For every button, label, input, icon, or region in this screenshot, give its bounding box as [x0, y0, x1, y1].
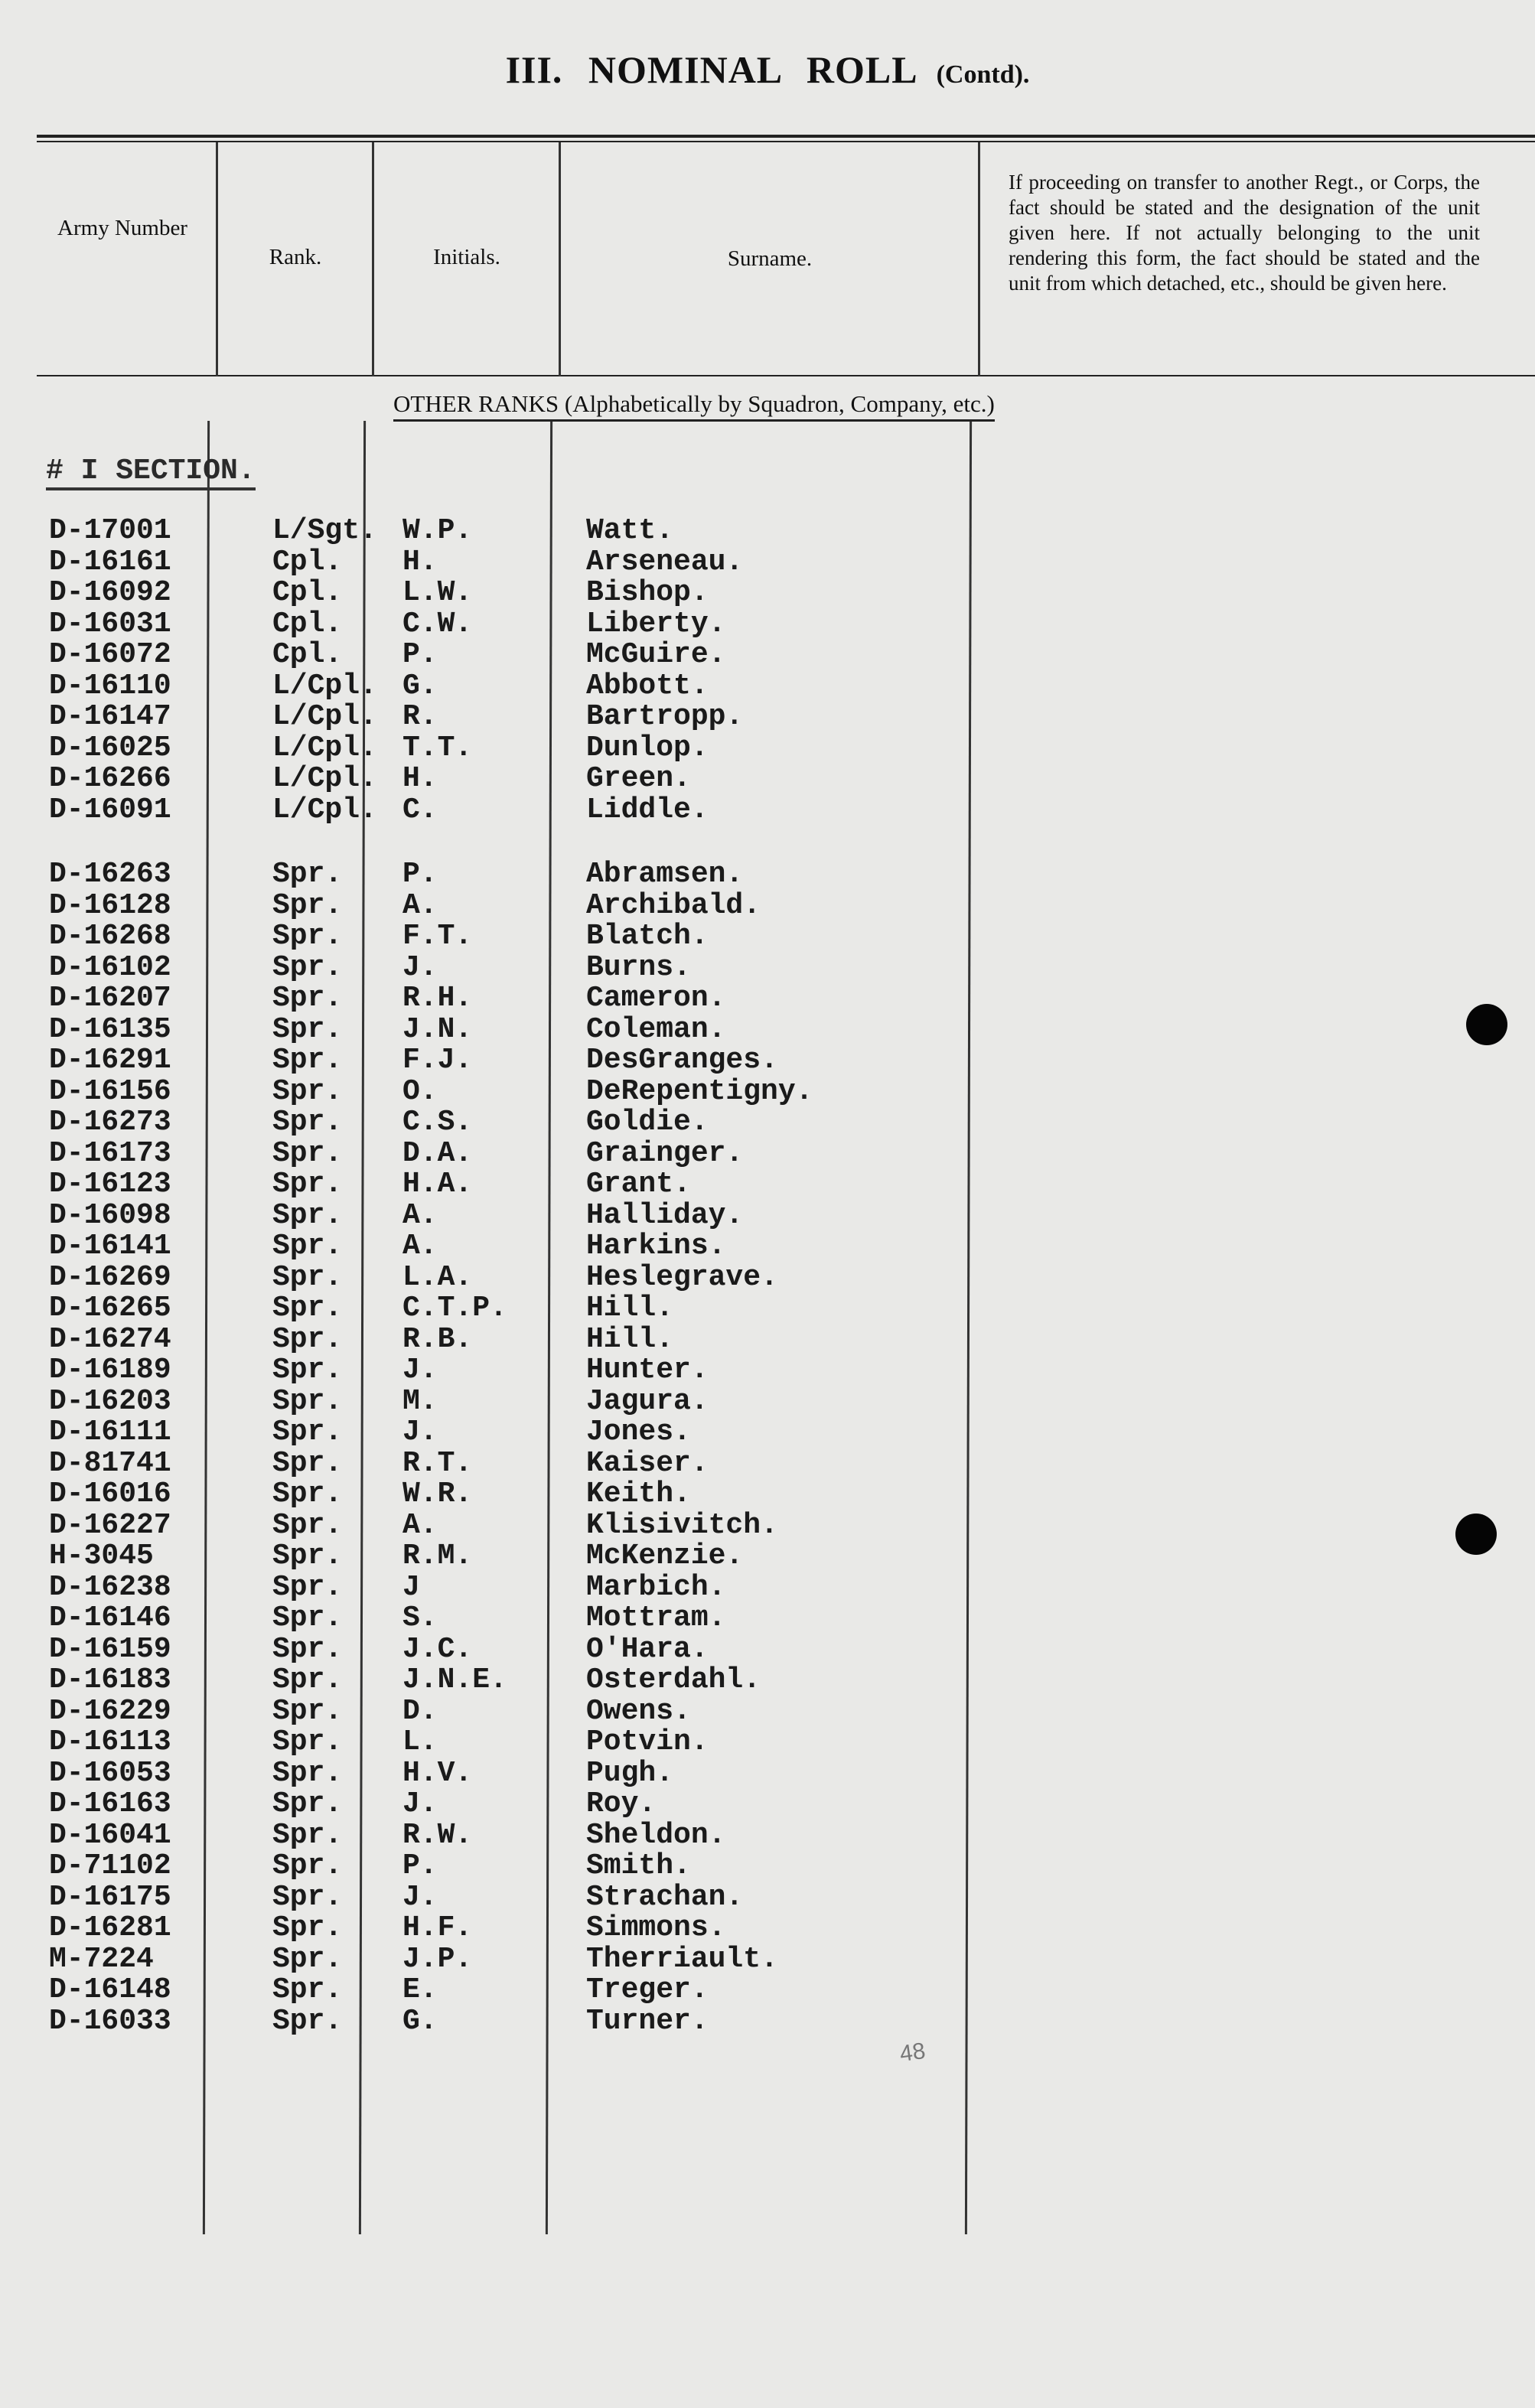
rank-cell: Spr. — [272, 1260, 343, 1294]
surname-cell: Abbott. — [586, 669, 709, 702]
rank-cell: Spr. — [272, 1602, 343, 1634]
army-number-cell: D-16203 — [49, 1384, 171, 1418]
initials-cell: C. — [402, 793, 438, 826]
title-main: III. NOMINAL ROLL — [505, 48, 918, 91]
initials-cell: F.T. — [402, 920, 473, 953]
initials-cell: J. — [402, 1416, 438, 1448]
surname-cell: Therriault. — [586, 1942, 778, 1976]
table-row — [0, 1694, 1535, 1728]
initials-cell: L.A. — [402, 1260, 473, 1294]
army-number-cell: D-16091 — [49, 793, 171, 826]
rank-cell: Cpl. — [272, 545, 343, 578]
rank-cell: L/Cpl. — [272, 793, 377, 826]
army-number-cell: M-7224 — [49, 1942, 154, 1976]
table-row — [0, 1973, 1535, 2004]
army-number-cell: D-16110 — [49, 669, 171, 702]
rank-cell: L/Sgt. — [272, 514, 377, 547]
header-surname: Surname. — [727, 246, 813, 271]
table-row — [0, 1602, 1535, 1632]
initials-cell: P. — [402, 638, 438, 671]
table-row — [0, 1509, 1535, 1540]
table-row — [0, 889, 1535, 920]
rank-cell: Cpl. — [272, 638, 343, 671]
table-row — [0, 920, 1535, 953]
rank-cell: Spr. — [272, 1136, 343, 1170]
header-divider-3 — [559, 142, 561, 376]
initials-cell: A. — [402, 888, 438, 922]
rank-cell: Spr. — [272, 1292, 343, 1325]
header-initials: Initials. — [433, 245, 500, 269]
table-row — [0, 546, 1535, 576]
surname-cell: O'Hara. — [586, 1632, 709, 1666]
table-row — [0, 1075, 1535, 1106]
surname-cell: Kaiser. — [586, 1446, 709, 1480]
table-row — [0, 1849, 1535, 1880]
rank-cell: Cpl. — [272, 607, 343, 640]
rank-cell: Cpl. — [272, 576, 343, 609]
initials-cell: J.N. — [402, 1012, 473, 1046]
surname-cell: Halliday. — [586, 1198, 744, 1232]
initials-cell: J.C. — [402, 1632, 473, 1666]
table-row — [0, 514, 1535, 545]
army-number-cell: D-16098 — [49, 1198, 171, 1232]
army-number-cell: D-16189 — [49, 1354, 171, 1386]
rank-cell: Spr. — [272, 1012, 343, 1046]
surname-cell: Smith. — [586, 1849, 691, 1882]
table-row — [0, 1292, 1535, 1325]
rank-cell: Spr. — [272, 1044, 343, 1077]
table-row — [0, 1632, 1535, 1666]
army-number-cell: D-16273 — [49, 1106, 171, 1139]
surname-cell: Coleman. — [586, 1012, 726, 1046]
rank-cell: Spr. — [272, 1106, 343, 1139]
surname-cell: Harkins. — [586, 1230, 726, 1263]
rank-cell: L/Cpl. — [272, 762, 377, 795]
rank-cell: Spr. — [272, 1787, 343, 1820]
army-number-cell: D-17001 — [49, 514, 171, 547]
army-number-cell: D-16291 — [49, 1044, 171, 1077]
table-row — [0, 1818, 1535, 1852]
initials-cell: A. — [402, 1198, 438, 1232]
initials-cell: O. — [402, 1074, 438, 1108]
initials-cell: H. — [402, 762, 438, 795]
rank-cell: L/Cpl. — [272, 669, 377, 702]
table-row — [0, 732, 1535, 762]
surname-cell: Grainger. — [586, 1136, 744, 1170]
rank-cell: Spr. — [272, 950, 343, 984]
rank-cell: Spr. — [272, 1911, 343, 1944]
rank-cell: L/Cpl. — [272, 700, 377, 733]
army-number-cell: D-16102 — [49, 950, 171, 984]
surname-cell: Mottram. — [586, 1602, 726, 1634]
initials-cell: J — [402, 1570, 420, 1604]
initials-cell: G. — [402, 2004, 438, 2038]
rank-cell: Spr. — [272, 1508, 343, 1542]
initials-cell: P. — [402, 858, 438, 891]
header-rank: Rank. — [269, 245, 322, 269]
surname-cell: Osterdahl. — [586, 1663, 761, 1696]
table-row — [0, 793, 1535, 824]
initials-cell: C.S. — [402, 1106, 473, 1139]
army-number-cell: D-16175 — [49, 1880, 171, 1914]
initials-cell: P. — [402, 1849, 438, 1882]
table-row — [0, 700, 1535, 731]
table-row — [0, 1540, 1535, 1570]
rank-cell: Spr. — [272, 858, 343, 891]
table-row — [0, 1137, 1535, 1168]
surname-cell: DesGranges. — [586, 1044, 778, 1077]
initials-cell: J.P. — [402, 1942, 473, 1976]
surname-cell: Simmons. — [586, 1911, 726, 1944]
table-row — [0, 1447, 1535, 1478]
table-row — [0, 1168, 1535, 1201]
rank-cell: Spr. — [272, 1384, 343, 1418]
surname-cell: Goldie. — [586, 1106, 709, 1139]
rank-cell: Spr. — [272, 1478, 343, 1510]
table-row — [0, 1787, 1535, 1818]
army-number-cell: D-71102 — [49, 1849, 171, 1882]
army-number-cell: D-16141 — [49, 1230, 171, 1263]
table-row — [0, 1230, 1535, 1263]
rank-cell: Spr. — [272, 982, 343, 1015]
surname-cell: Hill. — [586, 1322, 674, 1356]
initials-cell: J. — [402, 1880, 438, 1914]
table-row — [0, 608, 1535, 638]
pencil-note: 48 — [898, 2038, 927, 2067]
table-row — [0, 951, 1535, 982]
title-contd: (Contd). — [936, 60, 1030, 89]
initials-cell: J. — [402, 950, 438, 984]
table-row — [0, 762, 1535, 793]
surname-cell: Roy. — [586, 1787, 657, 1820]
surname-cell: Marbich. — [586, 1570, 726, 1604]
table-row — [0, 1106, 1535, 1139]
surname-cell: Heslegrave. — [586, 1260, 778, 1294]
army-number-cell: D-16031 — [49, 607, 171, 640]
table-row — [0, 982, 1535, 1015]
surname-cell: Pugh. — [586, 1756, 674, 1790]
army-number-cell: D-16159 — [49, 1632, 171, 1666]
table-row — [0, 1756, 1535, 1790]
table-row — [0, 576, 1535, 607]
initials-cell: H.V. — [402, 1756, 473, 1790]
army-number-cell: D-16148 — [49, 1973, 171, 2006]
rank-cell: Spr. — [272, 1446, 343, 1480]
surname-cell: Potvin. — [586, 1725, 709, 1758]
rank-cell: Spr. — [272, 1725, 343, 1758]
initials-cell: G. — [402, 669, 438, 702]
initials-cell: L. — [402, 1725, 438, 1758]
rank-cell: Spr. — [272, 1942, 343, 1976]
surname-cell: Treger. — [586, 1973, 709, 2006]
army-number-cell: H-3045 — [49, 1540, 154, 1572]
army-number-cell: D-16111 — [49, 1416, 171, 1448]
army-number-cell: D-16268 — [49, 920, 171, 953]
initials-cell: E. — [402, 1973, 438, 2006]
initials-cell: A. — [402, 1230, 438, 1263]
header-divider-1 — [216, 142, 218, 376]
table-row — [0, 1013, 1535, 1044]
army-number-cell: D-16113 — [49, 1725, 171, 1758]
army-number-cell: D-16265 — [49, 1292, 171, 1325]
table-row — [0, 1478, 1535, 1508]
army-number-cell: D-16016 — [49, 1478, 171, 1510]
table-row — [0, 858, 1535, 891]
army-number-cell: D-81741 — [49, 1446, 171, 1480]
rank-cell: Spr. — [272, 1354, 343, 1386]
punch-hole-bottom — [1455, 1514, 1497, 1555]
header-top-rule — [37, 135, 1535, 138]
section-heading: # I SECTION. — [46, 455, 256, 490]
table-row — [0, 1354, 1535, 1384]
table-row — [0, 1911, 1535, 1942]
initials-cell: H.F. — [402, 1911, 473, 1944]
army-number-cell: D-16041 — [49, 1818, 171, 1852]
table-row — [0, 1261, 1535, 1292]
surname-cell: Archibald. — [586, 888, 761, 922]
initials-cell: R.B. — [402, 1322, 473, 1356]
header-army-number: Army Number — [57, 216, 187, 240]
initials-cell: T.T. — [402, 731, 473, 764]
surname-cell: Jones. — [586, 1416, 691, 1448]
surname-cell: Liberty. — [586, 607, 726, 640]
surname-cell: Arseneau. — [586, 545, 744, 578]
rank-cell: Spr. — [272, 1230, 343, 1263]
initials-cell: R.H. — [402, 982, 473, 1015]
surname-cell: Strachan. — [586, 1880, 744, 1914]
army-number-cell: D-16053 — [49, 1756, 171, 1790]
rank-cell: Spr. — [272, 1756, 343, 1790]
rank-cell: Spr. — [272, 1849, 343, 1882]
army-number-cell: D-16123 — [49, 1168, 171, 1201]
table-row — [0, 1385, 1535, 1416]
rank-cell: Spr. — [272, 888, 343, 922]
table-row — [0, 1663, 1535, 1694]
rank-cell: Spr. — [272, 1818, 343, 1852]
initials-cell: D.A. — [402, 1136, 473, 1170]
surname-cell: Bartropp. — [586, 700, 744, 733]
army-number-cell: D-16266 — [49, 762, 171, 795]
army-number-cell: D-16135 — [49, 1012, 171, 1046]
header-top-rule-thin — [37, 141, 1535, 142]
rank-cell: Spr. — [272, 1694, 343, 1728]
initials-cell: R.T. — [402, 1446, 473, 1480]
surname-cell: Watt. — [586, 514, 674, 547]
surname-cell: Klisivitch. — [586, 1508, 778, 1542]
surname-cell: McGuire. — [586, 638, 726, 671]
initials-cell: H. — [402, 545, 438, 578]
surname-cell: Keith. — [586, 1478, 691, 1510]
surname-cell: Bishop. — [586, 576, 709, 609]
army-number-cell: D-16147 — [49, 700, 171, 733]
table-row — [0, 1880, 1535, 1914]
initials-cell: J.N.E. — [402, 1663, 507, 1696]
table-row — [0, 1942, 1535, 1976]
initials-cell: R.M. — [402, 1540, 473, 1572]
initials-cell: W.R. — [402, 1478, 473, 1510]
initials-cell: C.W. — [402, 607, 473, 640]
army-number-cell: D-16033 — [49, 2004, 171, 2038]
initials-cell: L.W. — [402, 576, 473, 609]
rank-cell: Spr. — [272, 1663, 343, 1696]
table-row — [0, 638, 1535, 669]
initials-cell: C.T.P. — [402, 1292, 507, 1325]
surname-cell: Liddle. — [586, 793, 709, 826]
surname-cell: Burns. — [586, 950, 691, 984]
initials-cell: S. — [402, 1602, 438, 1634]
rank-cell: L/Cpl. — [272, 731, 377, 764]
initials-cell: R.W. — [402, 1818, 473, 1852]
army-number-cell: D-16281 — [49, 1911, 171, 1944]
rank-cell: Spr. — [272, 1540, 343, 1572]
surname-cell: Blatch. — [586, 920, 709, 953]
rank-cell: Spr. — [272, 1198, 343, 1232]
table-row — [0, 1044, 1535, 1077]
initials-cell: M. — [402, 1384, 438, 1418]
army-number-cell: D-16092 — [49, 576, 171, 609]
initials-cell: F.J. — [402, 1044, 473, 1077]
army-number-cell: D-16025 — [49, 731, 171, 764]
rank-cell: Spr. — [272, 1880, 343, 1914]
rank-cell: Spr. — [272, 920, 343, 953]
army-number-cell: D-16128 — [49, 888, 171, 922]
punch-hole-top — [1466, 1004, 1507, 1045]
initials-cell: R. — [402, 700, 438, 733]
table-row — [0, 1571, 1535, 1602]
army-number-cell: D-16227 — [49, 1508, 171, 1542]
header-bottom-rule — [37, 375, 1535, 376]
rank-cell: Spr. — [272, 1973, 343, 2006]
header-divider-4 — [978, 142, 980, 376]
initials-cell: H.A. — [402, 1168, 473, 1201]
header-transfer-note: If proceeding on transfer to another Regt., or Corps, the fact should be stated and the designation of the unit given here. If not actually belonging to the unit rendering this form, the fact should be stated and the unit from which detached, etc., should be given here. — [1009, 171, 1480, 295]
rank-cell: Spr. — [272, 1416, 343, 1448]
table-row — [0, 1725, 1535, 1756]
army-number-cell: D-16156 — [49, 1074, 171, 1108]
initials-cell: A. — [402, 1508, 438, 1542]
initials-cell: J. — [402, 1354, 438, 1386]
army-number-cell: D-16072 — [49, 638, 171, 671]
rank-cell: Spr. — [272, 1074, 343, 1108]
surname-cell: Jagura. — [586, 1384, 709, 1418]
surname-cell: Turner. — [586, 2004, 709, 2038]
other-ranks-subheading: OTHER RANKS (Alphabetically by Squadron, Company, etc.) — [393, 390, 995, 422]
surname-cell: Sheldon. — [586, 1818, 726, 1852]
table-row — [0, 1416, 1535, 1446]
army-number-cell: D-16173 — [49, 1136, 171, 1170]
army-number-cell: D-16229 — [49, 1694, 171, 1728]
army-number-cell: D-16146 — [49, 1602, 171, 1634]
rank-cell: Spr. — [272, 1168, 343, 1201]
page-title — [0, 47, 1535, 92]
army-number-cell: D-16163 — [49, 1787, 171, 1820]
surname-cell: Owens. — [586, 1694, 691, 1728]
table-row — [0, 1323, 1535, 1354]
surname-cell: Hunter. — [586, 1354, 709, 1386]
surname-cell: Cameron. — [586, 982, 726, 1015]
rank-cell: Spr. — [272, 2004, 343, 2038]
surname-cell: Hill. — [586, 1292, 674, 1325]
initials-cell: J. — [402, 1787, 438, 1820]
header-divider-2 — [372, 142, 374, 376]
surname-cell: Abramsen. — [586, 858, 744, 891]
army-number-cell: D-16207 — [49, 982, 171, 1015]
army-number-cell: D-16269 — [49, 1260, 171, 1294]
initials-cell: W.P. — [402, 514, 473, 547]
surname-cell: DeRepentigny. — [586, 1074, 813, 1108]
surname-cell: Grant. — [586, 1168, 691, 1201]
surname-cell: Dunlop. — [586, 731, 709, 764]
surname-cell: Green. — [586, 762, 691, 795]
army-number-cell: D-16161 — [49, 545, 171, 578]
table-row — [0, 670, 1535, 700]
initials-cell: D. — [402, 1694, 438, 1728]
table-row — [0, 2004, 1535, 2038]
army-number-cell: D-16238 — [49, 1570, 171, 1604]
rank-cell: Spr. — [272, 1570, 343, 1604]
army-number-cell: D-16263 — [49, 858, 171, 891]
table-row — [0, 1199, 1535, 1230]
rank-cell: Spr. — [272, 1632, 343, 1666]
army-number-cell: D-16274 — [49, 1322, 171, 1356]
rank-cell: Spr. — [272, 1322, 343, 1356]
surname-cell: McKenzie. — [586, 1540, 744, 1572]
army-number-cell: D-16183 — [49, 1663, 171, 1696]
